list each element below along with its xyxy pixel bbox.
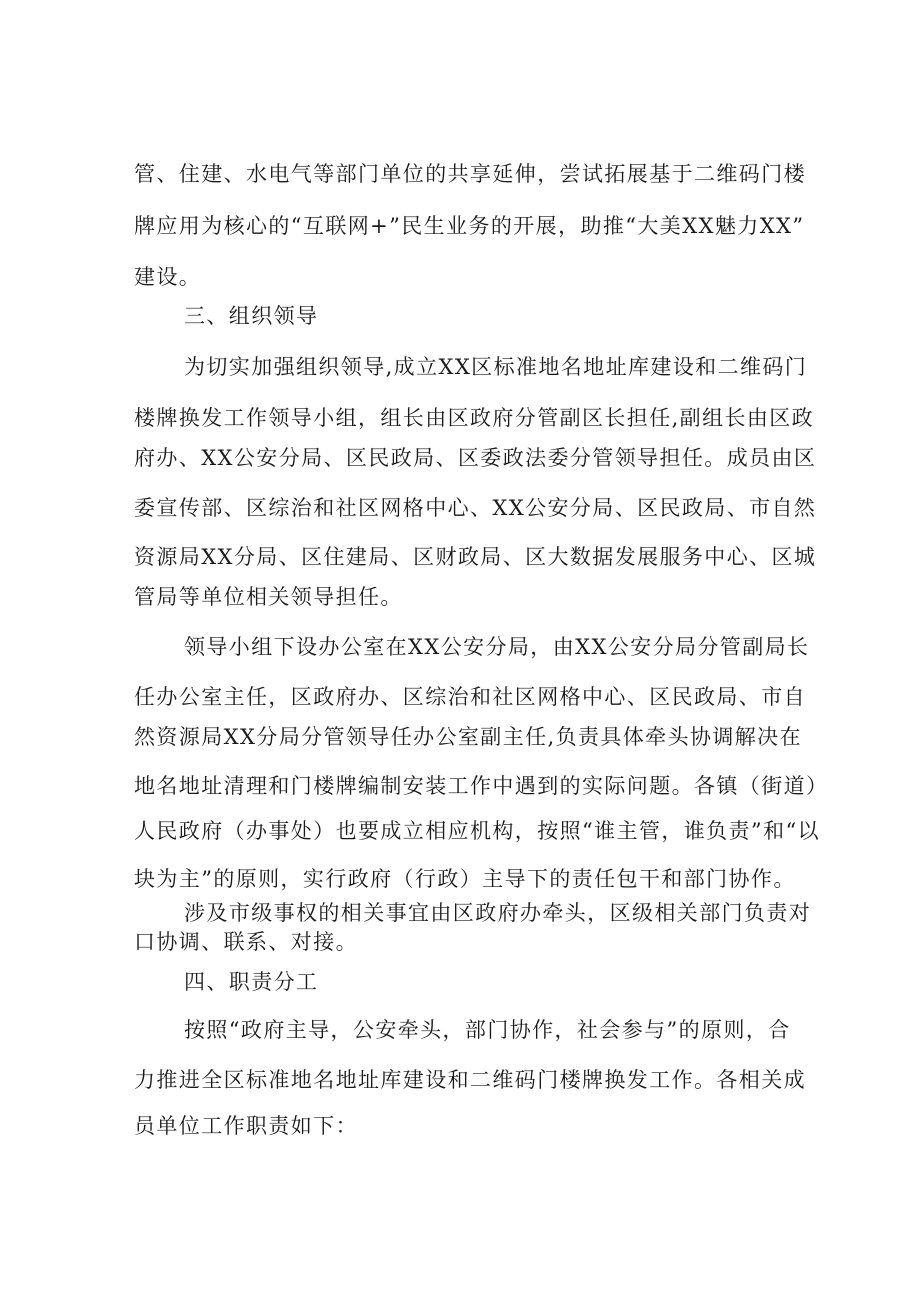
paragraph-line: 为切实加强组织领导,成立XX区标准地名地址库建设和二维码门 xyxy=(184,355,808,379)
paragraph-line: 然资源局XX分局分管领导任办公室副主任,负责具体牵头协调解决在 xyxy=(134,725,802,749)
paragraph-line: 任办公室主任，区政府办、区综治和社区网格中心、区民政局、市自 xyxy=(134,685,806,709)
paragraph-line: 牌应用为核心的“互联网+”民生业务的开展，助推“大美XX魅力XX” xyxy=(134,214,805,238)
paragraph-line: 人民政府（办事处）也要成立相应机构，按照“谁主管，谁负责”和“以 xyxy=(134,819,821,843)
paragraph-line: 资源局XX分局、区住建局、区财政局、区大数据发展服务中心、区城 xyxy=(134,545,817,569)
paragraph-line: 领导小组下设办公室在XX公安分局，由XX公安分局分管副局长 xyxy=(184,635,810,659)
paragraph-line: 力推进全区标准地名地址库建设和二维码门楼牌换发工作。各相关成 xyxy=(134,1068,806,1092)
paragraph-line: 口协调、联系、对接。 xyxy=(134,930,358,954)
paragraph-line: 管、住建、水电气等部门单位的共享延伸，尝试拓展基于二维码门楼 xyxy=(134,162,806,186)
section-heading: 四、职责分工 xyxy=(184,970,319,994)
paragraph-line: 府办、XX公安分局、区民政局、区委政法委分管领导担任。成员由区 xyxy=(134,446,817,470)
paragraph-line: 地名地址清理和门楼牌编制安装工作中遇到的实际问题。各镇（街道） xyxy=(134,774,829,798)
paragraph-line: 建设。 xyxy=(134,265,202,289)
paragraph-line: 块为主”的原则，实行政府（行政）主导下的责任包干和部门协作。 xyxy=(134,867,796,891)
paragraph-line: 员单位工作职责如下： xyxy=(134,1114,358,1138)
paragraph-line: 楼牌换发工作领导小组，组长由区政府分管副区长担任,副组长由区政 xyxy=(134,406,815,430)
paragraph-line: 按照“政府主导，公安牵头，部门协作，社会参与”的原则，合 xyxy=(184,1018,791,1042)
section-heading: 三、组织领导 xyxy=(184,304,319,328)
paragraph-line: 管局等单位相关领导担任。 xyxy=(134,585,403,609)
paragraph-line: 涉及市级事权的相关事宜由区政府办牵头，区级相关部门负责对 xyxy=(184,901,812,925)
paragraph-line: 委宣传部、区综治和社区网格中心、XX公安分局、区民政局、市自然 xyxy=(134,496,817,520)
